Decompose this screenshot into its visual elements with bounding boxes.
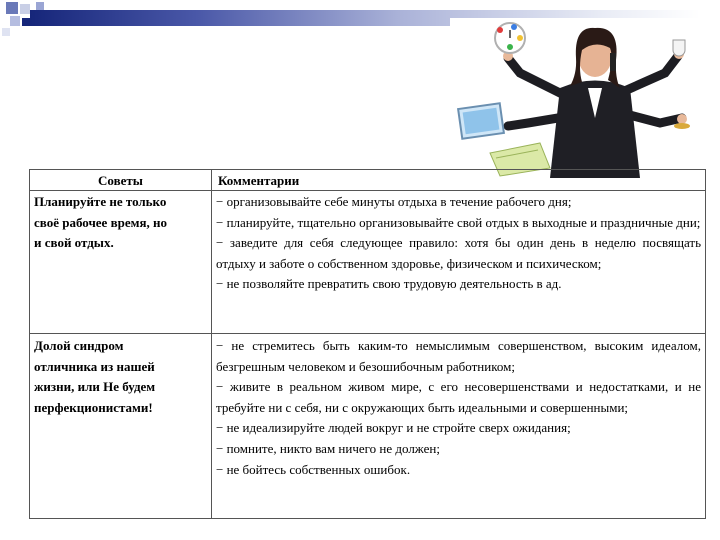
comment-cell (216, 192, 701, 295)
advice-table (29, 169, 706, 519)
comment-item: − не бойтесь собственных ошибок. (216, 461, 411, 477)
decorative-square (36, 2, 44, 10)
tip-line: и свой отдых. (34, 235, 114, 251)
tip-line: перфекционистами! (34, 399, 153, 415)
column-divider (211, 170, 212, 518)
tip-line: Планируйте не только (34, 194, 167, 209)
decorative-square (6, 2, 18, 14)
tip-line: отличника из нашей (34, 358, 155, 374)
comment-item: − не идеализируйте людей вокруг и не стройте сверх ожидания; (216, 420, 571, 436)
decorative-square (20, 4, 30, 14)
decorative-square (22, 18, 30, 26)
header-comments: Комментарии (218, 173, 300, 188)
tip-cell (34, 336, 209, 418)
comment-item: − не позволяйте превратить свою трудовую деятельность в ад. (216, 276, 562, 292)
row-divider (30, 333, 705, 334)
tip-line: Долой синдром (34, 338, 124, 353)
decorative-square (10, 16, 20, 26)
tip-cell (34, 192, 209, 254)
comment-item: − не стремитесь быть каким-то немыслимым совершенством, высоким идеалом, безгрешным человеком и безошибочным работником; (216, 338, 701, 374)
comment-item: − помните, никто вам ничего не должен; (216, 440, 440, 456)
header-tips: Советы (98, 173, 143, 188)
comment-item: − заведите для себя следующее правило: хотя бы один день в неделю посвящать отдыху и заботе о собственном здоровье, физическом и психическом; (216, 235, 701, 271)
tip-line: жизни, или Не будем (34, 379, 156, 395)
tip-line: своё рабочее время, но (34, 214, 167, 230)
comment-item: − живите в реальном живом мире, с его несовершенствами и недостатками, и не требуйте ни с себя, ни с окружающих быть идеальными и совершенными; (216, 379, 701, 415)
comment-cell (216, 336, 701, 480)
decorative-square (2, 28, 10, 36)
comment-item: − планируйте, тщательно организовывайте свой отдых в выходные и праздничные дни; (216, 214, 701, 230)
comment-item: − организовывайте себе минуты отдыха в течение рабочего дня; (216, 194, 572, 209)
multitasking-woman-illustration (450, 18, 715, 178)
